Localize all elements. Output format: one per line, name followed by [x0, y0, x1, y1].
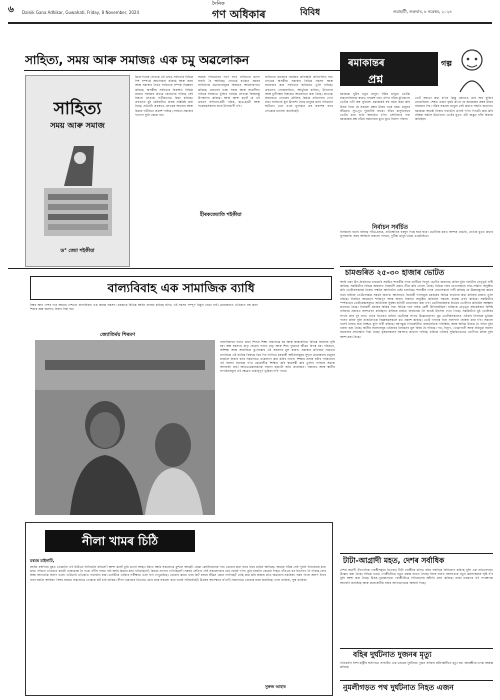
- poem-body: নিৰ্বাচনৰ বতাহ বলিছে গাঁৱে-চহৰে, প্ৰতিশ্ৰুতিৰ বৰষুণ দিছে ঘৰে ঘৰে। ভোটাৰৰ মনত আশাৰ ৰেঙনি, নেতাৰ মুখত কথাৰ ফুলজাৰি। সময় আহিলে সকলো পাহৰে, দুখীয়া মানুহ থাকে একেঠাইতে।: [340, 230, 493, 239]
- article5-body: দেশৰ অগ্ৰণী ঔদ্যোগিক গোষ্ঠীসমূহৰ ভিতৰত টাটা গোষ্ঠীয়ে চলিত বৰ্ষত সৰ্বাধিক বিনিয়োগ কৰিছে বুলি এক প্ৰতিবেদনত উল্লেখ কৰা হৈছে। বিভিন্ন খণ্ডত গোষ্ঠীটোৱে নতুন প্ৰকল্প হাতত লৈছে। ইয়াৰ ফলত বহুসংখ্যক নতুন কৰ্মসংস্থানৰ সৃষ্টি হ'ব বুলি আশা কৰা হৈছে। উত্তৰ-পূৱাঞ্চলতো গোষ্ঠীটোৱে বিনিয়োগৰ আঁচনি গ্ৰহণ কৰিছে। ৰাজ্য চৰকাৰে এই পদক্ষেপক আদৰণি জনাইছে আৰু প্ৰয়োজনীয় সহায় আগবঢ়োৱাৰ আশ্বাস দিছে।: [340, 568, 493, 585]
- logo-prefix: দৈনিক: [212, 1, 225, 7]
- article2-photo: [35, 340, 215, 515]
- column1-corner-label: গল্প: [441, 59, 452, 68]
- article1-headline: সাহিত্য, সময় আৰু সমাজঃ এক চমু অৱলোকন: [25, 53, 250, 67]
- article3-top-rule: [340, 266, 493, 267]
- article6-top-rule: [340, 648, 493, 649]
- masthead-subtitle: Dainik Gana Adhikar, Guwahati, Friday, 8 November, 2024: [22, 10, 140, 15]
- column1-title-box: [340, 52, 438, 86]
- article4-body: আজি বহুদিনৰ মূৰত তোমালৈ এই চিঠিখন লিখিবলৈ বহিলোঁ। আশা কৰোঁ তুমি ভালে আছা। ইয়াত আমি সকলোৱে কুশলে আছোঁ। যোৱা কেইদিনমানৰ পৰা তোমাৰ কথা বাৰে বাৰে মনলৈ আহিছে। আমাৰ গাঁৱৰ সেই পুৰণি দিনবোৰৰ কথা মনত পৰিলে এতিয়াও মনটো ভাৰাক্ৰান্ত হৈ পৰে। নদীৰ পাৰত বহি আমি কিমান কথা পাতিছিলোঁ, কিমান সপোন দেখিছিলোঁ। সময়ৰ সোঁতত সেই সকলোবোৰ যেন হেৰাই গ'ল। তুমি চহৰলৈ যোৱাৰ পিছত গাঁওখন বৰ নিঃসংগ হৈ পৰিছে। মাৰ স্বাস্থ্য আগতকৈ অলপ ভাল। দেউতাই এতিয়াও পথাৰলৈ যায়। ভাইটিয়ে এইবাৰ পৰীক্ষাত ভাল ফল দেখুৱাইছে। তোমাৰ কামৰ খবৰ কি? চহৰৰ জীৱন কেনে লাগিছে? বেছি কাম কৰি স্বাস্থ্যৰ প্ৰতি অৱহেলা নকৰিবা। সময় পালে অলপ দিনৰ বাবে ঘৰলৈ আহিবা। বিহুৰ সময়ত সকলোৱে তোমাক বাট চাই থাকিম। নীলা খামখনৰ ভিতৰত মোৰ মনৰ সকলো কথা ভৰাই পঠিয়াইছোঁ। উত্তৰৰ অপেক্ষাত ৰ'লোঁ। সকলোৱে তোমাক মৰম জনাইছে। ভাল থাকিবা, সুস্থ থাকিবা।: [30, 565, 326, 582]
- column1-body-right: তেওঁ বহুতো কথা ক'লে কিন্তু কোনেও তাৰ অৰ্থ বুজিব নোৱাৰিলে। শেষত এজন বৃদ্ধই ক'লে যে ৰমাকান্তৰ প্ৰশ্নৰ উত্তৰ সময়েহে দিব। গাঁৱৰ সকলো মানুহে সেই কথাত সন্মতি জনালে। ৰমাকান্ত আকৌ নিজৰ পথাৰলৈ ওলাই গ'ল। দিনটো কাম কৰি সন্ধিয়া ঘৰলৈ উভতিল। তেওঁৰ মুখত এটা অদ্ভুত হাঁহি বিৰাজ কৰিছিল।: [415, 96, 493, 122]
- masthead: [0, 0, 500, 22]
- article1-byline: হীৰকজ্যোতি শইকীয়া: [200, 212, 242, 218]
- article2-headline: বাল্যবিবাহ এক সামাজিক ব্যাধি: [107, 281, 255, 295]
- article4-headline: নীলা খামৰ চিঠি: [82, 534, 158, 548]
- book-cover-illustration: [34, 138, 122, 238]
- page-number: ৬: [8, 5, 14, 15]
- article5-headline: টাটা-আগ্ৰাদী মহত, দেশৰ সৰ্বাধিক: [343, 556, 445, 565]
- book-cover-title: সাহিত্য: [53, 99, 102, 119]
- article4-salutation: মৰমৰ মাইনাটি,: [30, 558, 55, 563]
- masthead-divider: [8, 22, 492, 24]
- section-name: বিবিধ: [300, 8, 321, 18]
- column1-illustration: [448, 44, 494, 94]
- article1-body-col2: সময়ৰ পৰিৱৰ্তনৰ লগে লগে সাহিত্যৰ ৰূপো সলনি হৈ আহিছে। লেখকে বৰ্তমান সময়ৰ সাহিত্যিক প্ৰৱণতাসমূহৰ বিষয়েও আলোকপাত কৰিছে। গ্ৰন্থখনৰ ভাষা সহজ আৰু সাৱলীল। পাঠকে সহজতে বুজিব পৰাকৈ লেখকে বিষয়বস্তু উপস্থাপন কৰিছে। আমি আশা কৰোঁ যে এই গ্ৰন্থখন সাহিত্যপ্ৰেমী পাঠক, ছাত্ৰ-ছাত্ৰী আৰু গৱেষকসকলৰ বাবে উপযোগী হ'ব।: [198, 75, 260, 109]
- article6-body: গতিকালি নিশা ৰাষ্ট্ৰীয় ঘাইপথত সংঘটিত এক ভয়াৱহ দুৰ্ঘটনাত দুজন ব্যক্তিৰ ঘটনাস্থলীতে মৃত্যু হয়। আৰক্ষীয়ে তদন্ত আৰম্ভ কৰিছে।: [340, 661, 493, 670]
- article3-headline: চামগুৰিত ২৫-৩০ হাজাৰ ভোটত: [345, 268, 445, 277]
- article2-body: বাল্যবিবাহৰ ফলত কন্যা শিশুৰ শিক্ষা বাধাপ্ৰাপ্ত হয় আৰু স্বাস্থ্যজনিত বিভিন্ন সমস্যাৰ সৃষ্টি হয়। অল্প বয়সতে মাতৃ হোৱাৰ ফলত মাতৃ আৰু শিশু দুয়োৰে জীৱন বিপন্ন হয়। দৰিদ্ৰতা, অশিক্ষা আৰু সামাজিক কু-সংস্কাৰ এই সমস্যাৰ মূল কাৰণ। সমাজৰ প্ৰতিজন সচেতন নাগৰিকে এই ব্যাধিৰ বিৰুদ্ধে থিয় দিব লাগিব। চৰকাৰী আঁচনিসমূহৰ সুফল গ্ৰামাঞ্চলৰ মানুহৰ মাজলৈ নিয়াৰ বাবে সকলোৱে একেলগে কাম কৰিব লাগে। শিক্ষাৰ প্ৰসাৰ ঘটাব পাৰিলেহে এই সমস্যা সমাধান হ'ব। ছোৱালীক শিক্ষিত কৰি স্বাৱলম্বী কৰি তুলিব পাৰিলে সমাজ আগবাঢ়ি যাব। অভিভাৱকসকলক সজাগ কৰাটো অতি প্ৰয়োজন। পঞ্চায়ত আৰু স্থানীয় সংগঠনসমূহে এই ক্ষেত্ৰত গুৰুত্বপূৰ্ণ ভূমিকা ল'ব পাৰে।: [220, 340, 335, 374]
- book-cover-author: ড° জ্যো শইকীয়া: [60, 248, 95, 254]
- article4-headline-box: [45, 530, 195, 552]
- column1-title-line1: ৰমাকান্তৰ: [348, 58, 385, 69]
- column1-body-left: ৰমাকান্ত খুউব চতুৰ মানুহ। গাঁৱৰ মানুহে তেওঁক সকলোবিলাক কথাত পৰামৰ্শ লয়। এদিন গাঁৱৰ মুখিয়ালে তেওঁক এটা প্ৰশ্ন সুধিলে। ৰমাকান্তই বহু সময় চিন্তা কৰি উত্তৰ দিলে যে সকলো প্ৰশ্নৰ উত্তৰ একে নহয়। মানুহৰ জীৱনত সুখ-দুখ দুয়োটাই থাকে। গাঁৱৰ মানুহবোৰে তেওঁৰ কথা শুনি আচৰিত হ'ল। সেইদিনাৰ পৰা ৰমাকান্তৰ প্ৰশ্ন গাঁৱৰ সকলোৰে মুখে মুখে বিয়পি পৰিল।: [340, 92, 410, 122]
- article5-top-rule: [340, 553, 493, 554]
- article2-headline-box: [30, 276, 332, 300]
- book-cover: [25, 75, 130, 267]
- column1-title-line2: প্ৰশ্ন: [368, 73, 384, 86]
- article3-body: আহি থকা উপ-নিৰ্বাচনত চামগুৰি সমষ্টিত শাসকীয় দলৰ প্ৰাৰ্থীয়ে বিপুল ভোটত জয়লাভ কৰিব বুলি দলটোৰ নেতৃত্বই দাবী কৰিছে। সমষ্টিটোৰ বিভিন্ন অঞ্চলত নিৰ্বাচনী প্ৰচাৰ তীব্ৰ কৰি তোলা হৈছে। বিভিন্ন দলৰ নেতাসকলে সভা-সমিতি অনুষ্ঠিত কৰি ভোটাৰসকলক নিজৰ পক্ষলৈ আনিবলৈ চেষ্টা চলাইছে। শাসকীয় দলৰ নেতাসকলে দাবী কৰিছে যে উন্নয়নমূলক কামৰ বাবে ৰাইজে তেওঁলোকক সমৰ্থন জনাব। আনহাতে বিৰোধী দলসমূহে চৰকাৰৰ বিভিন্ন ব্যৰ্থতাৰ কথা ৰাইজৰ মাজত তুলি ধৰিছে। নিৰ্বাচন আয়োগে শান্তিপূৰ্ণ আৰু অবাধ নিৰ্বাচন অনুষ্ঠিত কৰিবলৈ সকলো ব্যৱস্থা গ্ৰহণ কৰিছে। সমষ্টিটোৰ স্পৰ্শকাতৰ ভোটকেন্দ্ৰসমূহত অতিৰিক্ত সুৰক্ষা বাহিনী মোতায়েন কৰা হ'ব। ভোটাৰসকলক নিৰ্ভয়ে ভোটদান কৰিবলৈ আহ্বান জনোৱা হৈছে। নিৰ্বাচনী প্ৰচাৰৰ অন্তিম দিনা বিভিন্ন দলে বাইক ৰেলী উলিয়াইছিল। ৰাজ্যিক নেতৃত্বৰ বহুকেইজন বিশিষ্ট ব্যক্তিয়ে প্ৰচাৰত অংশগ্ৰহণ কৰিছিল। ৰাইজৰ মাজত নিৰ্বাচনক লৈ যথেষ্ট উৎসাহ দেখা গৈছে। সমষ্টিটোত মুঠ ভোটাৰৰ সংখ্যা প্ৰায় দুই লাখ। তাৰে ভিতৰত মহিলা ভোটাৰৰ সংখ্যা উল্লেখযোগ্য। যুৱ ভোটাৰসকলেও এইবাৰ নিৰ্ণায়ক ভূমিকা পালন কৰিব বুলি ৰাজনৈতিক বিশ্লেষকসকলে মত প্ৰকাশ কৰিছে। ভোট গণনাৰ দিনা ফলাফল ঘোষণা কৰা হ'ব। সকলো দলেই নিজৰ জয় নিশ্চিত বুলি দাবী কৰিছে। আগন্তুক দিনকেইটাত ৰাজনৈতিক পৰিস্থিতি আৰু অধিক উত্তপ্ত হৈ পৰিব বুলি ধাৰণা কৰা হৈছে। স্থানীয় সমস্যাসমূহ এইবাৰৰ নিৰ্বাচনৰ মূল বিষয় হৈ পৰিছে। পথ, বিদ্যুৎ, খোৱাপানী আৰু নিবনুৱা সমস্যা সমাধানৰ প্ৰতিশ্ৰুতি দিয়া হৈছে। কৃষকসকলৰ সমস্যাও প্ৰাধান্য পাইছে। ৰাইজে এইবাৰ সুচিন্তিতভাৱে ভোটদান কৰিব বুলি আশা কৰা হৈছে।: [340, 280, 493, 339]
- article2-top-rule: [8, 268, 334, 269]
- article4-signature: সুৰুজ আহাৰ: [265, 684, 286, 689]
- article2-intro: বিশ্বৰ আন দেশৰ দৰে আমাৰ দেশতো বাল্যবিবাহ এক জ্বলন্ত সমস্যা। চৰকাৰে বিভিন্ন আইন প্ৰণয়ন কৰিছে যদিও এই সমস্যা সম্পূৰ্ণ নিৰ্মূল হোৱা নাই। গ্ৰামাঞ্চলত এতিয়াও বহু কন্যা শিশুৰ অল্প বয়সতে বিবাহ দিয়া হয়।: [30, 303, 258, 312]
- article1-body-col3: সাহিত্যৰ মাজেৰে সমাজৰ প্ৰতিচ্ছবি প্ৰতিফলিত হয়। লেখকে অসমীয়া সমাজৰ বিভিন্ন সমস্যা আৰু সমাধানৰ কথা সাহিত্যৰ জৰিয়তে তুলি ধৰিছে। গ্ৰন্থখনত লোকসাহিত্য, আধুনিক কবিতা, উপন্যাস আৰু চুটিগল্পৰ বিষয়েও আলোচনা কৰা হৈছে। প্ৰত্যেক অধ্যায়তে লেখকৰ মৌলিক চিন্তাৰ প্ৰতিফলন দেখা যায়। সাহিত্যৰ মূল উদ্দেশ্য হৈছে মানুহৰ মনৰ পৰিৱৰ্তন ঘটোৱা। এনে এখন মূল্যৱান গ্ৰন্থ প্ৰকাশৰ বাবে লেখকক ধন্যবাদ জনাইছোঁ।: [265, 75, 333, 113]
- article1-body-col1: কিতাপখনৰ লেখকে এই গ্ৰন্থত সাহিত্যৰ বিভিন্ন দিশ সম্পৰ্কে আলোচনা কৰিছে আৰু সময় আৰু সমাজৰ সৈতে সাহিত্যৰ সম্পৰ্ক বিশ্লেষণ কৰিছে। অসমীয়া সাহিত্যৰ বিকাশত বিভিন্ন সময়ত সমাজৰ প্ৰভাৱ কেনেদৰে পৰিছে সেই বিষয়ে লেখকে গভীৰভাৱে চিন্তা কৰিছে। গ্ৰন্থখনত মুঠ কেইবাটাও প্ৰবন্ধ সন্নিৱিষ্ট কৰা হৈছে। প্ৰতিটো প্ৰবন্ধতে লেখকৰ অধ্যয়ন আৰু চিন্তাৰ গভীৰতা প্ৰকাশ পাইছে। সাহিত্য সমাজৰ দাপোণ বুলি কোৱা হয়।: [135, 75, 193, 117]
- book-cover-subtitle: সময় আৰু সমাজ: [50, 121, 105, 130]
- masthead-date: গুৱাহাটী, শুক্ৰবাৰ, ৮ নৱেম্বৰ, ২০২৪: [393, 9, 452, 14]
- article7-top-rule: [340, 680, 493, 681]
- article6-headline: বহিৰ দুৰ্ঘটনাত দুজনৰ মৃত্যু: [353, 650, 432, 659]
- poem-title: নিৰ্বাচন সৰ্বৰ্চিত: [372, 224, 409, 231]
- article1-headline-underline: [24, 70, 344, 71]
- article7-headline: নুমলীগড়ত পথ দুৰ্ঘটনাত নিহত এজন: [343, 683, 454, 692]
- newspaper-logo: গণ অধিকাৰ: [212, 8, 266, 21]
- article2-byline: জ্যোতিৰ্ময় শিৰমণ: [100, 332, 136, 338]
